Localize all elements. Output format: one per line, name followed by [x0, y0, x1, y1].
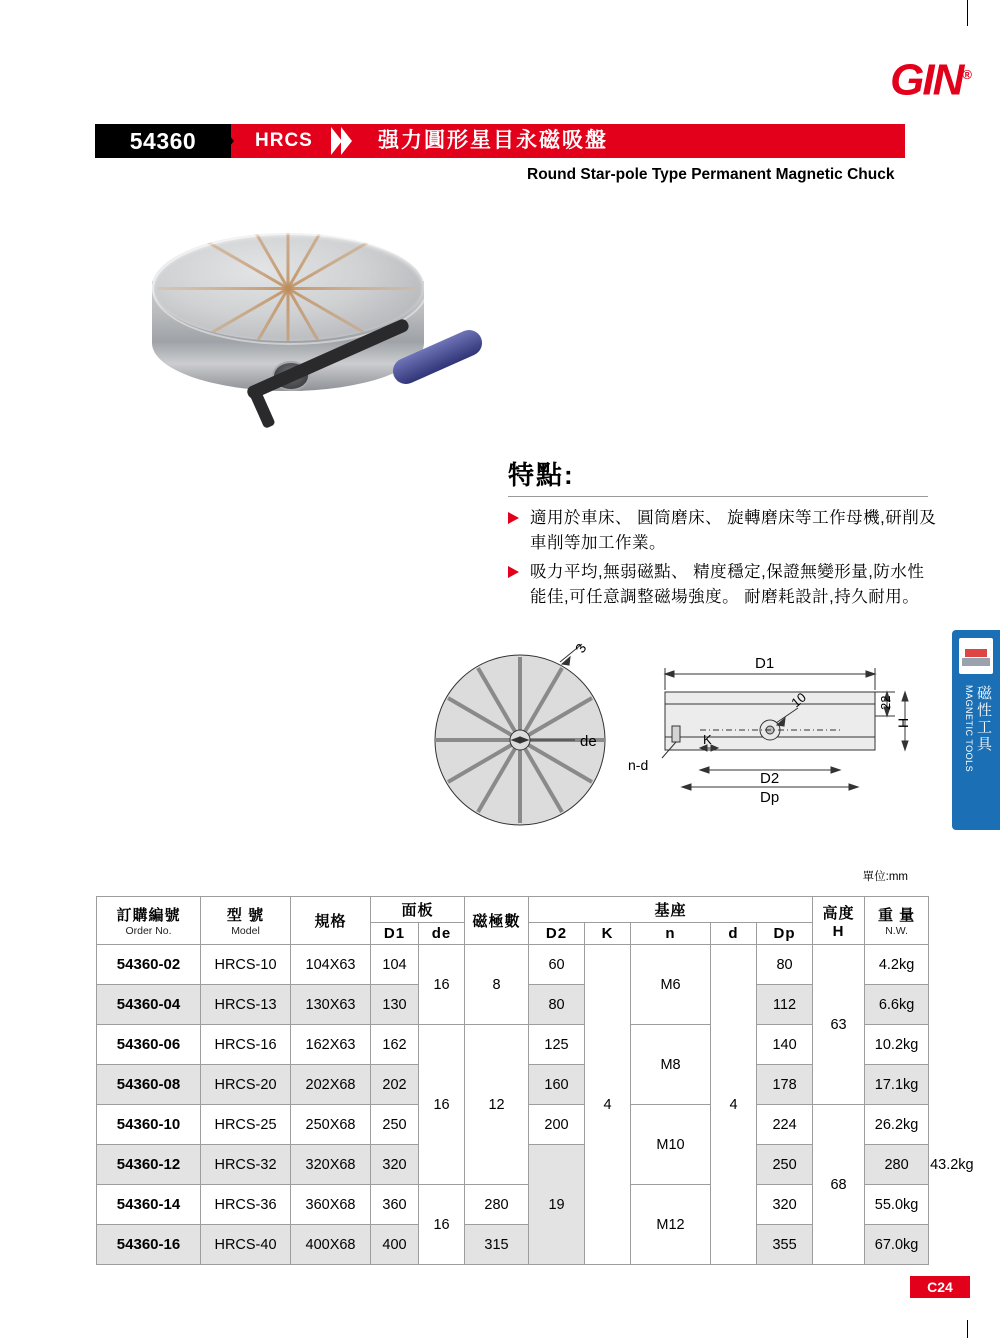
cell-d1: 104 [371, 945, 419, 985]
feature-item-text: 適用於車床、 圓筒磨床、 旋轉磨床等工作母機,研削及車削等加工作業。 [530, 509, 937, 552]
th-group-base: 基座 [529, 897, 813, 923]
features-list [508, 506, 938, 614]
cell-nw: 67.0kg [865, 1225, 929, 1265]
page-number-badge [910, 1276, 970, 1298]
cell-poles: 8 [465, 945, 529, 1025]
drawing-label-10: 10 [788, 689, 810, 711]
cell-d1: 320 [371, 1145, 419, 1185]
cell-model: HRCS-10 [201, 945, 291, 985]
cell-nw: 4.2kg [865, 945, 929, 985]
th-group-panel: 面板 [371, 897, 465, 923]
spec-table-wrapper [96, 896, 974, 1265]
cell-dp: 280 [865, 1145, 929, 1185]
brand-logo-label: GIN [890, 55, 963, 105]
cell-k: 4 [585, 945, 631, 1265]
cell-n: M12 [631, 1185, 711, 1265]
side-tab-label-en: MAGNETIC TOOLS [964, 685, 974, 773]
product-title-bar [95, 124, 905, 158]
cell-nw: 6.6kg [865, 985, 929, 1025]
side-tab-thumbnail-icon [959, 638, 993, 674]
cell-n: M8 [631, 1025, 711, 1105]
drawing-label-d2: D2 [760, 770, 780, 787]
th-poles: 磁極數 [465, 897, 529, 945]
cell-dp: 355 [757, 1225, 813, 1265]
section-side-tab [952, 630, 1000, 830]
cell-de: 19 [529, 1145, 585, 1265]
th-dp: Dp [757, 923, 813, 945]
th-d2: D2 [529, 923, 585, 945]
cell-model: HRCS-13 [201, 985, 291, 1025]
drawing-label-d1: D1 [755, 655, 775, 672]
cell-nw: 17.1kg [865, 1065, 929, 1105]
cell-d2: 315 [465, 1225, 529, 1265]
cell-order-no: 54360-14 [97, 1185, 201, 1225]
cell-h: 63 [813, 945, 865, 1105]
cell-d2: 200 [529, 1105, 585, 1145]
cell-spec: 360X68 [291, 1185, 371, 1225]
cell-model: HRCS-40 [201, 1225, 291, 1265]
feature-item [508, 506, 938, 556]
chevron-right-icon [331, 127, 359, 155]
cell-order-no: 54360-06 [97, 1025, 201, 1065]
drawing-label-n-d: n-d [628, 757, 649, 773]
order-no-block [95, 124, 231, 158]
cell-d1: 400 [371, 1225, 419, 1265]
cell-d2: 80 [529, 985, 585, 1025]
technical-drawings [400, 630, 920, 855]
th-d: d [711, 923, 757, 945]
cell-dp: 140 [757, 1025, 813, 1065]
cell-nw: 10.2kg [865, 1025, 929, 1065]
feature-item [508, 560, 938, 610]
cell-dp: 112 [757, 985, 813, 1025]
brand-registered-mark: ® [962, 67, 970, 82]
product-title-en: Round Star-pole Type Permanent Magnetic Chuck [527, 166, 895, 183]
order-no-label: 54360 [129, 128, 197, 154]
th-weight: 重 量 N.W. [865, 897, 929, 945]
cell-spec: 104X63 [291, 945, 371, 985]
drawing-svg [400, 630, 920, 855]
bullet-triangle-icon [508, 512, 519, 524]
cell-d1: 202 [371, 1065, 419, 1105]
cell-nw: 55.0kg [865, 1185, 929, 1225]
cell-order-no: 54360-10 [97, 1105, 201, 1145]
cell-order-no: 54360-02 [97, 945, 201, 985]
cell-model: HRCS-36 [201, 1185, 291, 1225]
cell-d2: 160 [529, 1065, 585, 1105]
cell-order-no: 54360-12 [97, 1145, 201, 1185]
cell-d1: 250 [371, 1105, 419, 1145]
page-number-label: C24 [927, 1279, 953, 1295]
drawing-label-k: K [703, 732, 712, 747]
th-de: de [419, 923, 465, 945]
cell-order-no: 54360-04 [97, 985, 201, 1025]
cell-model: HRCS-16 [201, 1025, 291, 1065]
cell-dp: 224 [757, 1105, 813, 1145]
table-row [97, 945, 929, 985]
cell-n: M6 [631, 945, 711, 1025]
cell-dp: 178 [757, 1065, 813, 1105]
cell-spec: 320X68 [291, 1145, 371, 1185]
cell-d: 4 [711, 945, 757, 1265]
cell-d2: 125 [529, 1025, 585, 1065]
cell-dp: 320 [757, 1185, 813, 1225]
series-code-label: HRCS [255, 130, 313, 151]
cell-de: 16 [419, 945, 465, 1025]
brand-logo-text [770, 52, 970, 104]
table-row [97, 1185, 929, 1225]
drawing-label-h: H [895, 717, 911, 728]
cell-model: HRCS-25 [201, 1105, 291, 1145]
cell-poles: 12 [465, 1025, 529, 1185]
cell-spec: 400X68 [291, 1225, 371, 1265]
cell-de: 16 [419, 1025, 465, 1185]
side-tab-label-cn: 磁性工具 [975, 685, 992, 753]
cell-dp: 80 [757, 945, 813, 985]
drawing-label-dp: Dp [760, 789, 780, 806]
cell-spec: 130X63 [291, 985, 371, 1025]
crop-mark-bottom [967, 1320, 968, 1338]
drawing-label-22: 22 [878, 695, 893, 710]
th-k: K [585, 923, 631, 945]
th-model: 型 號 Model [201, 897, 291, 945]
th-order-no: 訂購編號 Order No. [97, 897, 201, 945]
th-n: n [631, 923, 711, 945]
feature-item-text: 吸力平均,無弱磁點、 精度穩定,保證無變形量,防水性能佳,可任意調整磁場強度。 耐磨耗設計,持久耐用。 [530, 563, 925, 606]
cell-spec: 162X63 [291, 1025, 371, 1065]
table-row: 54360-12 HRCS-32 320X68 320 19 250 280 43.2kg [97, 1145, 929, 1185]
cell-nw: 26.2kg [865, 1105, 929, 1145]
brand-logo [770, 52, 970, 105]
cell-n: M10 [631, 1105, 711, 1185]
cell-spec: 250X68 [291, 1105, 371, 1145]
drawing-label-de: de [580, 733, 597, 750]
product-title-cn: 强力圓形星目永磁吸盤 [378, 129, 608, 152]
crop-mark-top [967, 0, 968, 26]
spec-table [96, 896, 974, 1265]
cell-d1: 162 [371, 1025, 419, 1065]
th-height: 高度 H [813, 897, 865, 945]
cell-d1: 360 [371, 1185, 419, 1225]
th-d1: D1 [371, 923, 419, 945]
drawing-label-3: 3 [571, 640, 590, 656]
product-photo [120, 205, 520, 495]
table-header-row-1 [97, 897, 929, 923]
cell-poles: 16 [419, 1185, 465, 1265]
cell-d1: 130 [371, 985, 419, 1025]
cell-order-no: 54360-08 [97, 1065, 201, 1105]
th-spec: 規格 [291, 897, 371, 945]
table-row [97, 1025, 929, 1065]
cell-d2: 280 [465, 1185, 529, 1225]
features-heading: 特點: [508, 460, 575, 490]
bullet-triangle-icon [508, 566, 519, 578]
cell-spec: 202X68 [291, 1065, 371, 1105]
table-row [97, 1225, 929, 1265]
title-arrow-icon [220, 124, 234, 158]
unit-note: 單位:mm [862, 871, 908, 883]
features-divider [508, 496, 928, 497]
cell-d2: 60 [529, 945, 585, 985]
cell-model: HRCS-20 [201, 1065, 291, 1105]
cell-h: 68 [813, 1105, 865, 1265]
cell-d2: 250 [757, 1145, 813, 1185]
cell-model: HRCS-32 [201, 1145, 291, 1185]
cell-order-no: 54360-16 [97, 1225, 201, 1265]
